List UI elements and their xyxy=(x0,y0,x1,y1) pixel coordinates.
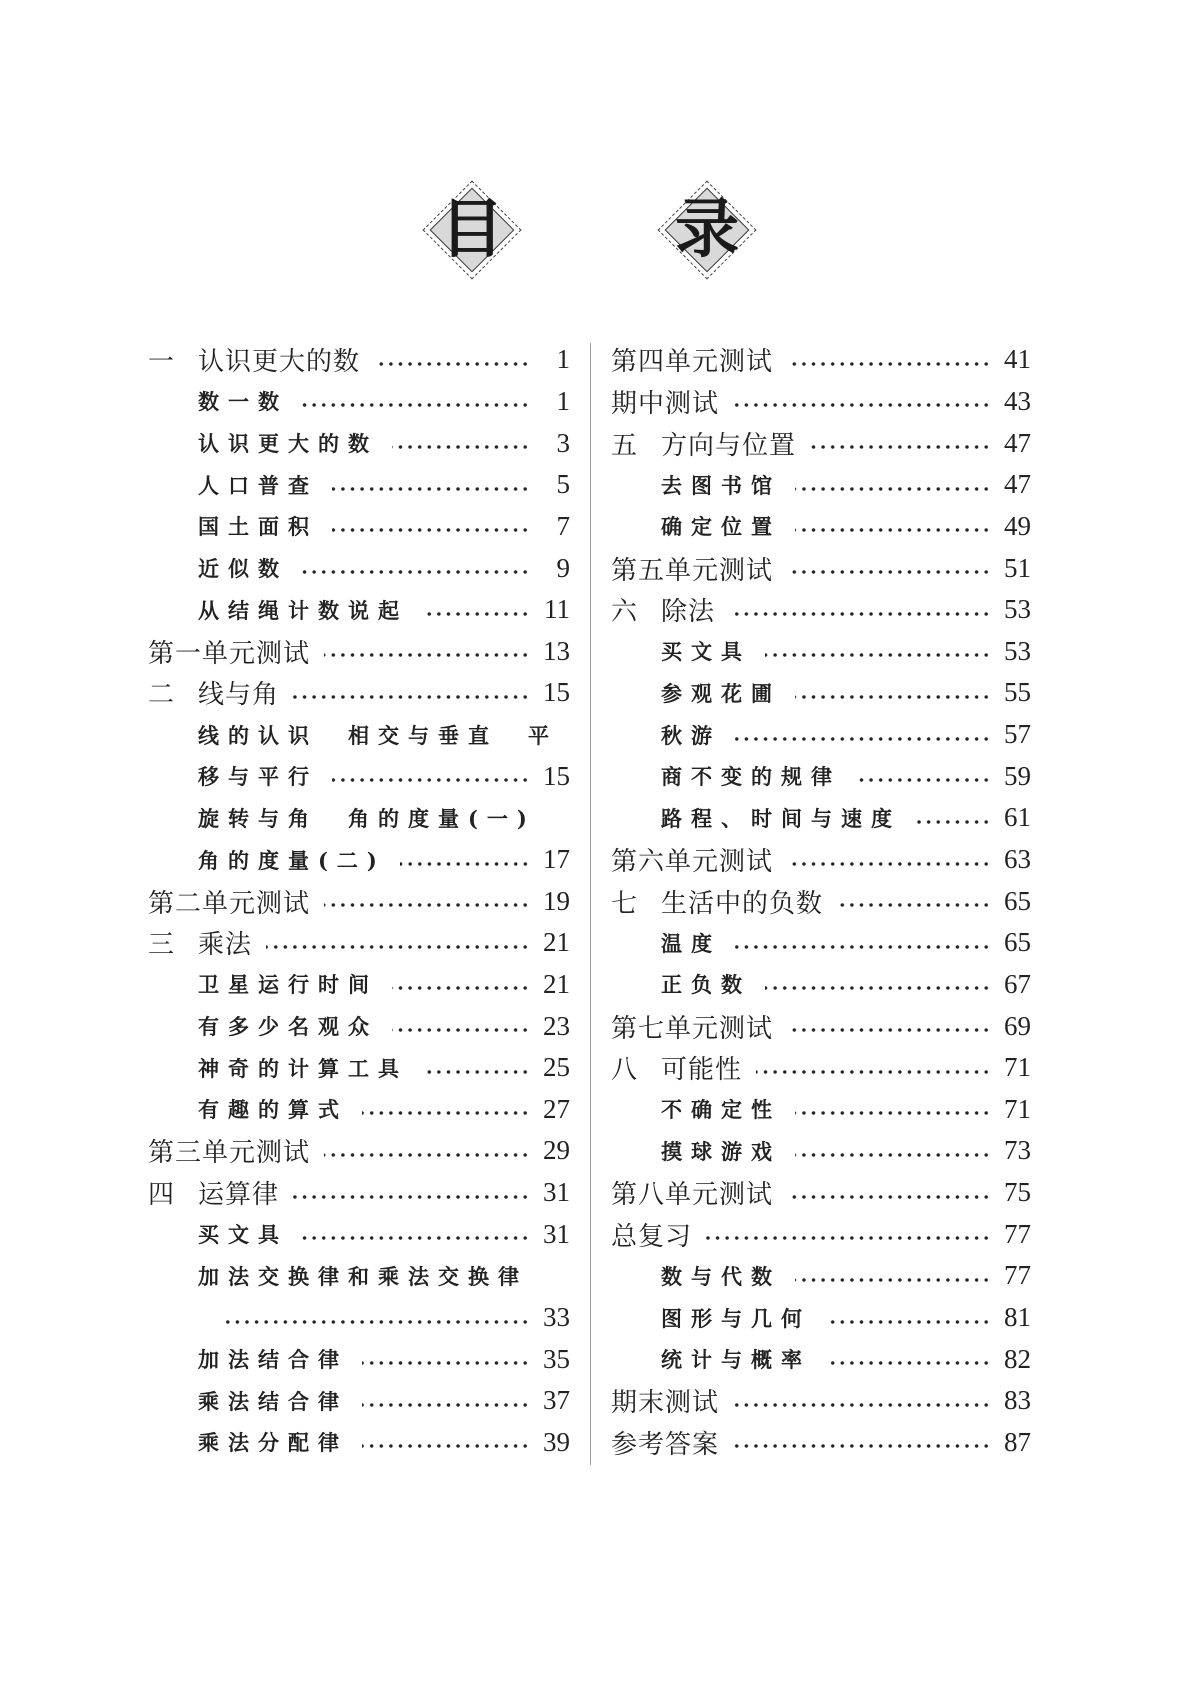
dot-leader xyxy=(795,695,991,699)
dot-leader xyxy=(332,528,530,532)
toc-entry-title: 第四单元测试 xyxy=(611,347,774,378)
toc-entry[interactable] xyxy=(148,922,570,964)
toc-entry-title: 秋游 xyxy=(661,722,721,748)
column-divider xyxy=(590,343,591,1465)
toc-entry[interactable] xyxy=(148,797,570,839)
toc-entry[interactable] xyxy=(148,464,570,506)
toc-entry[interactable] xyxy=(148,1297,570,1339)
dot-leader xyxy=(362,1403,530,1407)
dot-leader xyxy=(733,1444,991,1448)
page-number: 15 xyxy=(543,760,570,791)
title-text-1: 目 xyxy=(440,193,504,267)
dot-leader xyxy=(392,445,530,449)
toc-entry[interactable] xyxy=(148,1005,570,1047)
page-number: 23 xyxy=(543,1010,570,1041)
toc-entry-title: 确定位置 xyxy=(661,514,781,540)
toc-entry-title: 从结绳计数说起 xyxy=(198,597,408,623)
toc-entry[interactable] xyxy=(611,672,1031,714)
page-number: 1 xyxy=(556,385,570,416)
page-number: 65 xyxy=(1004,927,1031,958)
dot-leader xyxy=(733,403,991,407)
toc-entry-title: 近似数 xyxy=(198,556,288,582)
page-number: 9 xyxy=(556,552,570,583)
dot-leader xyxy=(825,1361,991,1365)
dot-leader xyxy=(362,1111,530,1115)
dot-leader xyxy=(324,653,530,657)
toc-entry[interactable] xyxy=(611,1005,1031,1047)
toc-entry[interactable] xyxy=(611,1297,1031,1339)
toc-entry[interactable] xyxy=(148,1047,570,1089)
page-number: 15 xyxy=(543,677,570,708)
toc-entry[interactable] xyxy=(611,506,1031,548)
toc-entry[interactable] xyxy=(148,1255,570,1297)
toc-entry-title: 去图书馆 xyxy=(661,472,781,498)
dot-leader xyxy=(765,653,991,657)
toc-entry[interactable] xyxy=(611,880,1031,922)
toc-entry[interactable] xyxy=(611,464,1031,506)
dot-leader xyxy=(855,778,991,782)
dot-leader xyxy=(374,362,530,366)
toc-entry-title: 运算律 xyxy=(198,1180,280,1211)
chapter-number: 七 xyxy=(611,888,638,919)
dot-leader xyxy=(324,1153,530,1157)
toc-entry[interactable] xyxy=(611,1047,1031,1089)
toc-left-column xyxy=(148,339,570,1463)
toc-entry-title: 路程、时间与速度 xyxy=(661,805,901,831)
page-number: 29 xyxy=(543,1135,570,1166)
title-char-lu xyxy=(662,185,752,275)
toc-entry[interactable] xyxy=(148,880,570,922)
toc-entry[interactable] xyxy=(148,422,570,464)
toc-entry-title: 线的认识 相交与垂直 平 xyxy=(198,722,558,748)
toc-entry[interactable] xyxy=(611,381,1031,423)
toc-entry-title: 正负数 xyxy=(661,972,751,998)
page-number: 47 xyxy=(1004,469,1031,500)
toc-entry-title: 统计与概率 xyxy=(661,1347,811,1373)
dot-leader xyxy=(756,1070,991,1074)
toc-entry-title: 除法 xyxy=(661,597,716,628)
toc-entry-title: 加法交换律和乘法交换律 xyxy=(198,1263,528,1289)
toc-entry[interactable] xyxy=(148,630,570,672)
page-number: 53 xyxy=(1004,635,1031,666)
page-number: 31 xyxy=(543,1177,570,1208)
dot-leader xyxy=(787,1028,991,1032)
dot-leader xyxy=(392,986,530,990)
toc-entry[interactable] xyxy=(611,339,1031,381)
dot-leader xyxy=(795,487,991,491)
toc-entry[interactable] xyxy=(148,1338,570,1380)
toc-entry[interactable] xyxy=(148,1380,570,1422)
toc-entry-title: 乘法 xyxy=(198,930,253,961)
toc-entry-title: 认识更大的数 xyxy=(198,431,378,457)
toc-entry[interactable] xyxy=(611,589,1031,631)
toc-entry[interactable] xyxy=(611,1255,1031,1297)
toc-entry[interactable] xyxy=(611,1130,1031,1172)
toc-entry-title: 加法结合律 xyxy=(198,1347,348,1373)
page-number: 33 xyxy=(543,1302,570,1333)
dot-leader xyxy=(332,778,530,782)
page-number: 77 xyxy=(1004,1260,1031,1291)
page-number: 63 xyxy=(1004,844,1031,874)
dot-leader xyxy=(915,820,991,824)
toc-entry-title: 国土面积 xyxy=(198,514,318,540)
dot-leader xyxy=(787,1195,991,1199)
title-char-mu xyxy=(427,185,517,275)
dot-leader xyxy=(302,570,530,574)
toc-entry[interactable] xyxy=(148,1130,570,1172)
toc-entry-title: 认识更大的数 xyxy=(198,347,361,378)
page-number: 75 xyxy=(1004,1177,1031,1208)
page-number: 71 xyxy=(1004,1052,1031,1083)
page-number: 21 xyxy=(543,968,570,999)
toc-entry-title: 第六单元测试 xyxy=(611,847,774,877)
toc-right-column xyxy=(611,339,1031,1463)
toc-entry-title: 数与代数 xyxy=(661,1263,781,1289)
toc-entry[interactable] xyxy=(148,547,570,589)
dot-leader xyxy=(302,403,530,407)
dot-leader xyxy=(400,862,530,866)
toc-entry-title: 参考答案 xyxy=(611,1429,720,1460)
dot-leader xyxy=(795,1111,991,1115)
page-number: 31 xyxy=(543,1218,570,1249)
chapter-number: 八 xyxy=(611,1055,638,1086)
page-number: 19 xyxy=(543,885,570,916)
toc-entry-title: 乘法结合律 xyxy=(198,1388,348,1414)
toc-entry[interactable] xyxy=(148,964,570,1006)
toc-entry[interactable] xyxy=(611,1422,1031,1464)
page-number: 11 xyxy=(544,594,570,625)
dot-leader xyxy=(729,612,991,616)
toc-entry-title: 角的度量(二) xyxy=(198,847,386,873)
page-number: 35 xyxy=(543,1343,570,1374)
page-number: 55 xyxy=(1004,677,1031,708)
toc-entry[interactable] xyxy=(611,1172,1031,1214)
dot-leader xyxy=(765,986,991,990)
toc-entry[interactable] xyxy=(148,381,570,423)
dot-leader xyxy=(332,487,530,491)
dot-leader xyxy=(293,695,530,699)
title-text-2: 录 xyxy=(675,193,739,267)
toc-entry-title: 买文具 xyxy=(661,639,751,665)
toc-entry[interactable] xyxy=(148,714,570,756)
page-number: 53 xyxy=(1004,594,1031,625)
dot-leader xyxy=(362,1444,530,1448)
toc-entry-title: 第三单元测试 xyxy=(148,1138,311,1169)
toc-entry-title: 线与角 xyxy=(198,680,280,711)
page-number: 3 xyxy=(556,427,570,458)
toc-entry[interactable] xyxy=(611,547,1031,589)
page-number: 25 xyxy=(543,1052,570,1083)
toc-entry[interactable] xyxy=(611,922,1031,964)
page-number: 27 xyxy=(543,1093,570,1124)
toc-entry[interactable] xyxy=(148,589,570,631)
page-number: 5 xyxy=(556,469,570,500)
toc-entry-title: 期末测试 xyxy=(611,1388,720,1419)
toc-entry-title: 图形与几何 xyxy=(661,1305,811,1331)
toc-entry[interactable] xyxy=(148,1089,570,1131)
dot-leader xyxy=(810,445,991,449)
toc-entry-title: 有多少名观众 xyxy=(198,1014,378,1040)
toc-entry-title: 第二单元测试 xyxy=(148,888,311,919)
toc-entry-title: 参观花圃 xyxy=(661,680,781,706)
dot-leader xyxy=(795,1153,991,1157)
dot-leader xyxy=(422,1070,530,1074)
page-number: 81 xyxy=(1004,1302,1031,1333)
dot-leader xyxy=(837,903,991,907)
page-number: 82 xyxy=(1004,1343,1031,1374)
toc-entry[interactable] xyxy=(611,630,1031,672)
page-number: 49 xyxy=(1004,510,1031,541)
page-number: 17 xyxy=(543,844,570,874)
toc-entry[interactable] xyxy=(148,506,570,548)
toc-entry-title: 乘法分配律 xyxy=(198,1430,348,1456)
page-number: 1 xyxy=(556,344,570,375)
page-number: 57 xyxy=(1004,719,1031,750)
page-number: 83 xyxy=(1004,1385,1031,1416)
toc-entry-title: 生活中的负数 xyxy=(661,888,824,919)
toc-entry-title: 旋转与角 角的度量(一) xyxy=(198,805,536,831)
chapter-number: 三 xyxy=(148,930,175,961)
toc-entry[interactable] xyxy=(148,839,570,881)
toc-entry-title: 人口普查 xyxy=(198,472,318,498)
dot-leader xyxy=(266,945,530,949)
page-number: 77 xyxy=(1004,1218,1031,1249)
toc-entry[interactable] xyxy=(611,1338,1031,1380)
toc-entry-title: 有趣的算式 xyxy=(198,1097,348,1123)
toc-entry-title: 商不变的规律 xyxy=(661,764,841,790)
toc-entry-title: 移与平行 xyxy=(198,764,318,790)
chapter-number: 一 xyxy=(148,347,175,378)
toc-entry-title: 总复习 xyxy=(611,1221,693,1252)
page-number: 7 xyxy=(556,510,570,541)
toc-entry-title: 期中测试 xyxy=(611,388,720,419)
dot-leader xyxy=(733,1403,991,1407)
chapter-number: 六 xyxy=(611,597,638,628)
page-number: 47 xyxy=(1004,427,1031,458)
dot-leader xyxy=(706,1236,991,1240)
dot-leader xyxy=(362,1361,530,1365)
toc-entry[interactable] xyxy=(148,339,570,381)
toc-entry[interactable] xyxy=(611,714,1031,756)
dot-leader xyxy=(293,1195,530,1199)
page-number: 67 xyxy=(1004,968,1031,999)
toc-entry-title: 第一单元测试 xyxy=(148,638,311,669)
dot-leader xyxy=(222,1320,530,1324)
toc-entry[interactable] xyxy=(148,1422,570,1464)
dot-leader xyxy=(735,945,991,949)
toc-entry-title: 温度 xyxy=(661,930,721,956)
toc-entry[interactable] xyxy=(611,422,1031,464)
toc-entry[interactable] xyxy=(611,964,1031,1006)
toc-entry-title: 第七单元测试 xyxy=(611,1013,774,1044)
dot-leader xyxy=(787,362,991,366)
dot-leader xyxy=(735,737,991,741)
toc-entry[interactable] xyxy=(148,755,570,797)
toc-entry[interactable] xyxy=(611,839,1031,881)
toc-entry-title: 神奇的计算工具 xyxy=(198,1055,408,1081)
toc-entry[interactable] xyxy=(611,1380,1031,1422)
dot-leader xyxy=(302,1236,530,1240)
page-number: 73 xyxy=(1004,1135,1031,1166)
page-number: 39 xyxy=(543,1426,570,1457)
page-number: 51 xyxy=(1004,552,1031,583)
toc-entry[interactable] xyxy=(148,672,570,714)
toc-entry-title: 数一数 xyxy=(198,389,288,415)
dot-leader xyxy=(795,528,991,532)
toc-entry[interactable] xyxy=(148,1172,570,1214)
toc-entry[interactable] xyxy=(148,1213,570,1255)
dot-leader xyxy=(324,903,530,907)
dot-leader xyxy=(422,612,530,616)
toc-entry[interactable] xyxy=(611,1213,1031,1255)
page-number: 41 xyxy=(1004,344,1031,375)
page-number: 43 xyxy=(1004,385,1031,416)
dot-leader xyxy=(392,1028,530,1032)
page-number: 65 xyxy=(1004,885,1031,916)
page-number: 71 xyxy=(1004,1093,1031,1124)
toc-entry-title: 第八单元测试 xyxy=(611,1180,774,1211)
toc-entry-title: 方向与位置 xyxy=(661,430,797,461)
chapter-number: 二 xyxy=(148,680,175,711)
dot-leader xyxy=(795,1278,991,1282)
toc-entry-title: 买文具 xyxy=(198,1222,288,1248)
toc-entry-title: 可能性 xyxy=(661,1055,743,1086)
toc-entry[interactable] xyxy=(611,755,1031,797)
toc-entry[interactable] xyxy=(611,797,1031,839)
toc-entry-title: 摸球游戏 xyxy=(661,1138,781,1164)
toc-entry-title: 卫星运行时间 xyxy=(198,972,378,998)
page-number: 59 xyxy=(1004,760,1031,791)
page-number: 37 xyxy=(543,1385,570,1416)
page-number: 21 xyxy=(543,927,570,958)
toc-entry-title: 不确定性 xyxy=(661,1097,781,1123)
page-number: 13 xyxy=(543,635,570,666)
toc-entry-title: 第五单元测试 xyxy=(611,555,774,586)
dot-leader xyxy=(787,862,991,866)
page-number: 69 xyxy=(1004,1010,1031,1041)
dot-leader xyxy=(787,570,991,574)
toc-entry[interactable] xyxy=(611,1089,1031,1131)
chapter-number: 五 xyxy=(611,430,638,461)
chapter-number: 四 xyxy=(148,1180,175,1211)
page-number: 87 xyxy=(1004,1426,1031,1457)
page-number: 61 xyxy=(1004,802,1031,833)
dot-leader xyxy=(825,1320,991,1324)
